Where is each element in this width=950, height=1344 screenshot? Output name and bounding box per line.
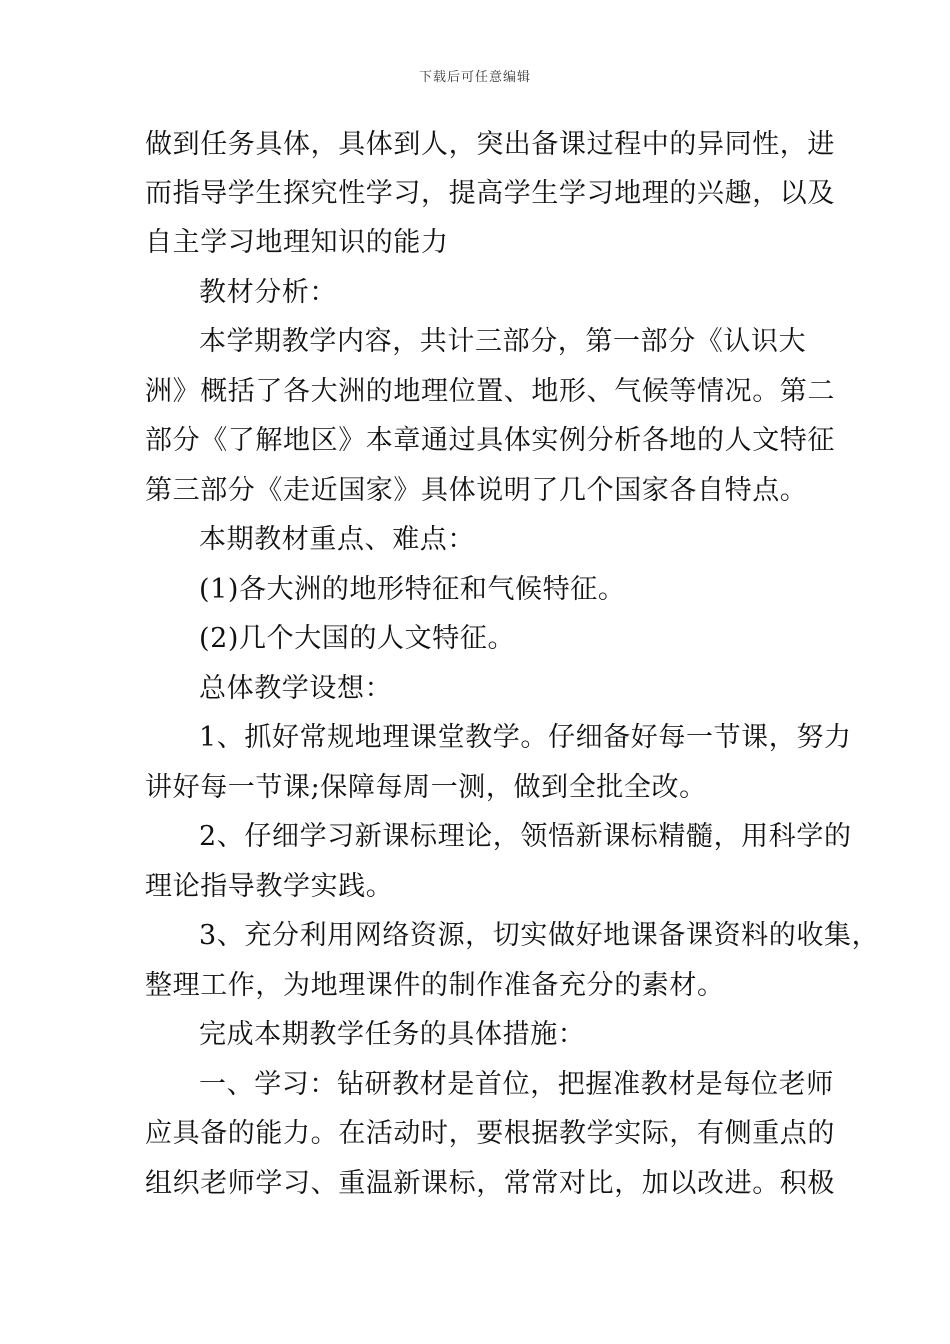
section-heading: 总体教学设想： [199,673,393,704]
list-item: 2、仔细学习新课标理论，领悟新课标精髓，用科学的 [199,821,852,852]
body-line: 本学期教学内容，共计三部分，第一部分《认识大 [199,326,807,357]
body-line: 第三部分《走近国家》具体说明了几个国家各自特点。 [145,475,808,506]
body-line: 做到任务具体，具体到人，突出备课过程中的异同性，进 [145,129,835,160]
list-item: 3、充分利用网络资源，切实做好地课备课资料的收集， [199,920,880,951]
body-line: 整理工作，为地理课件的制作准备充分的素材。 [145,970,725,1001]
body-line: 而指导学生探究性学习，提高学生学习地理的兴趣，以及 [145,178,835,209]
body-line: 讲好每一节课;保障每周一测，做到全批全改。 [145,772,707,803]
list-item: 1、抓好常规地理课堂教学。仔细备好每一节课，努力 [199,722,852,753]
list-item: (1)各大洲的地形特征和气候特征。 [199,574,626,605]
page-header-note: 下载后可任意编辑 [418,70,531,85]
section-heading: 完成本期教学任务的具体措施： [199,1019,586,1050]
section-heading: 本期教材重点、难点： [199,524,475,555]
section-heading: 教材分析： [199,277,337,308]
list-item: (2)几个大国的人文特征。 [199,623,516,654]
body-line: 应具备的能力。在活动时，要根据教学实际，有侧重点的 [145,1118,835,1149]
list-item: 一、学习：钻研教材是首位，把握准教材是每位老师 [199,1069,834,1100]
body-line: 洲》概括了各大洲的地理位置、地形、气候等情况。第二 [145,376,835,407]
body-line: 组织老师学习、重温新课标，常常对比，加以改进。积极 [145,1168,835,1199]
body-line: 自主学习地理知识的能力 [145,227,449,258]
body-line: 部分《了解地区》本章通过具体实例分析各地的人文特征 [145,425,835,456]
body-line: 理论指导教学实践。 [145,871,394,902]
